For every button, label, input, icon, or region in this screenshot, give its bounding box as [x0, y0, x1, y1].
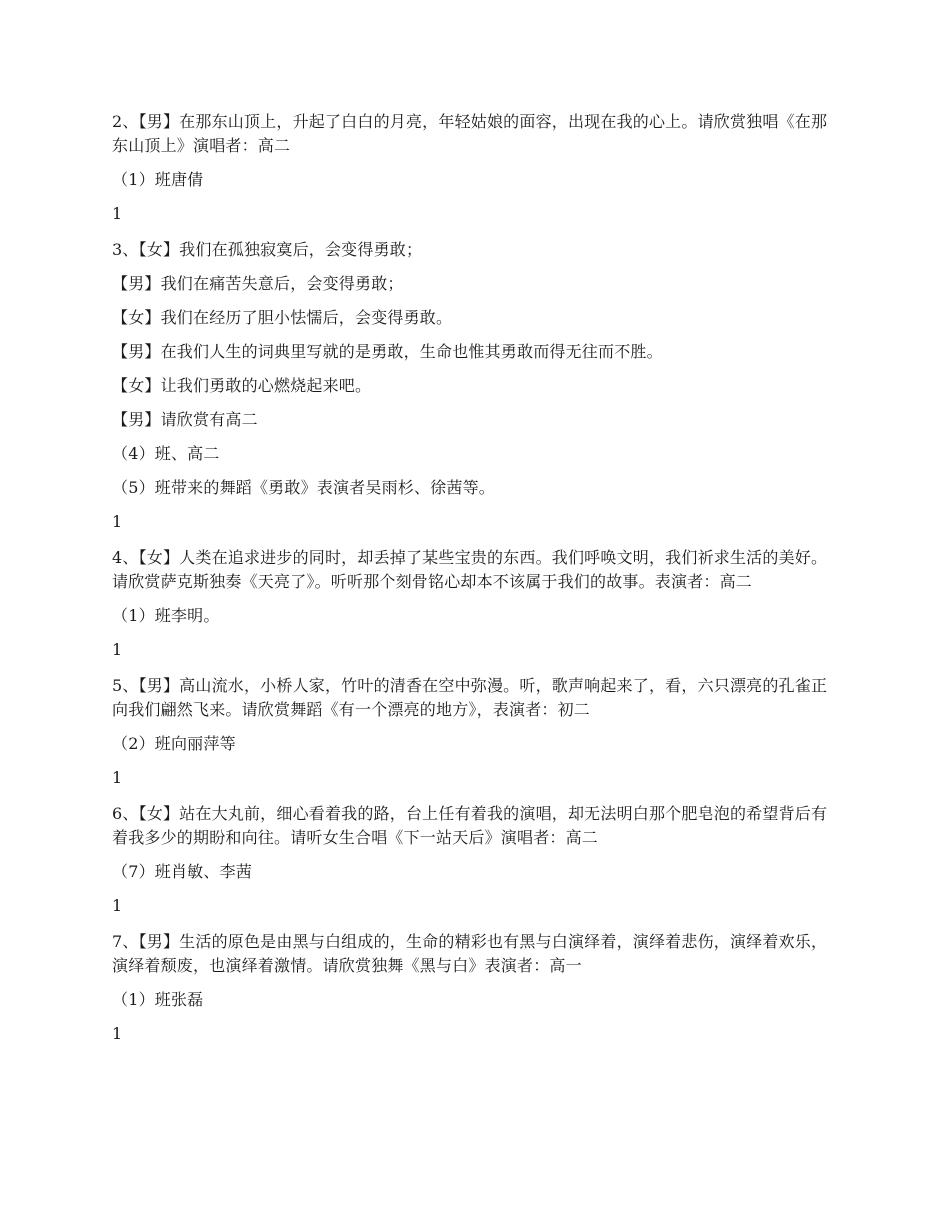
paragraph-class-3b: （5）班带来的舞蹈《勇敢》表演者吴雨杉、徐茜等。	[112, 478, 495, 497]
paragraph-number: 1	[112, 768, 123, 787]
paragraph-program-4: 4、【女】人类在追求进步的同时，却丢掉了某些宝贵的东西。我们呼唤文明，我们祈求生活的美好。请欣赏萨克斯独奏《天亮了》。听听那个刻骨铭心却本不该属于我们的故事。表演者：高二	[112, 548, 828, 591]
paragraph-program-3-line-5: 【女】让我们勇敢的心燃烧起来吧。	[112, 376, 372, 395]
paragraph-class-3a: （4）班、高二	[112, 444, 220, 463]
paragraph-program-3-line-1: 3、【女】我们在孤独寂寞后，会变得勇敢；	[112, 240, 423, 259]
paragraph-program-2: 2、【男】在那东山顶上，升起了白白的月亮，年轻姑娘的面容，出现在我的心上。请欣赏独唱《在那东山顶上》演唱者：高二	[112, 112, 828, 155]
paragraph-number: 1	[112, 640, 123, 659]
paragraph-program-3-line-2: 【男】我们在痛苦失意后，会变得勇敢；	[112, 274, 404, 293]
paragraph-class-2: （1）班唐倩	[112, 170, 204, 189]
paragraph-number: 1	[112, 204, 123, 223]
paragraph-program-3-line-4: 【男】在我们人生的词典里写就的是勇敢，生命也惟其勇敢而得无往而不胜。	[112, 342, 663, 361]
paragraph-program-6: 6、【女】站在大丸前，细心看着我的路，台上任有着我的演唱，却无法明白那个肥皂泡的希望背后有着我多少的期盼和向往。请听女生合唱《下一站天后》演唱者：高二	[112, 804, 828, 847]
paragraph-number: 1	[112, 512, 123, 531]
paragraph-program-5: 5、【男】高山流水，小桥人家，竹叶的清香在空中弥漫。听，歌声响起来了，看，六只漂亮的孔雀正向我们翩然飞来。请欣赏舞蹈《有一个漂亮的地方》，表演者：初二	[112, 676, 828, 719]
paragraph-class-6: （7）班肖敏、李茜	[112, 862, 252, 881]
paragraph-number: 1	[112, 1024, 123, 1043]
paragraph-program-3-line-6: 【男】请欣赏有高二	[112, 410, 258, 429]
document-page	[112, 110, 834, 1058]
paragraph-class-5: （2）班向丽萍等	[112, 734, 236, 753]
paragraph-program-3-line-3: 【女】我们在经历了胆小怯懦后，会变得勇敢。	[112, 308, 453, 327]
paragraph-program-7: 7、【男】生活的原色是由黑与白组成的，生命的精彩也有黑与白演绎着，演绎着悲伤，演绎着欢乐，演绎着颓废，也演绎着激情。请欣赏独舞《黑与白》表演者：高一	[112, 932, 828, 975]
paragraph-number: 1	[112, 896, 123, 915]
paragraph-class-7: （1）班张磊	[112, 990, 204, 1009]
paragraph-class-4: （1）班李明。	[112, 606, 220, 625]
